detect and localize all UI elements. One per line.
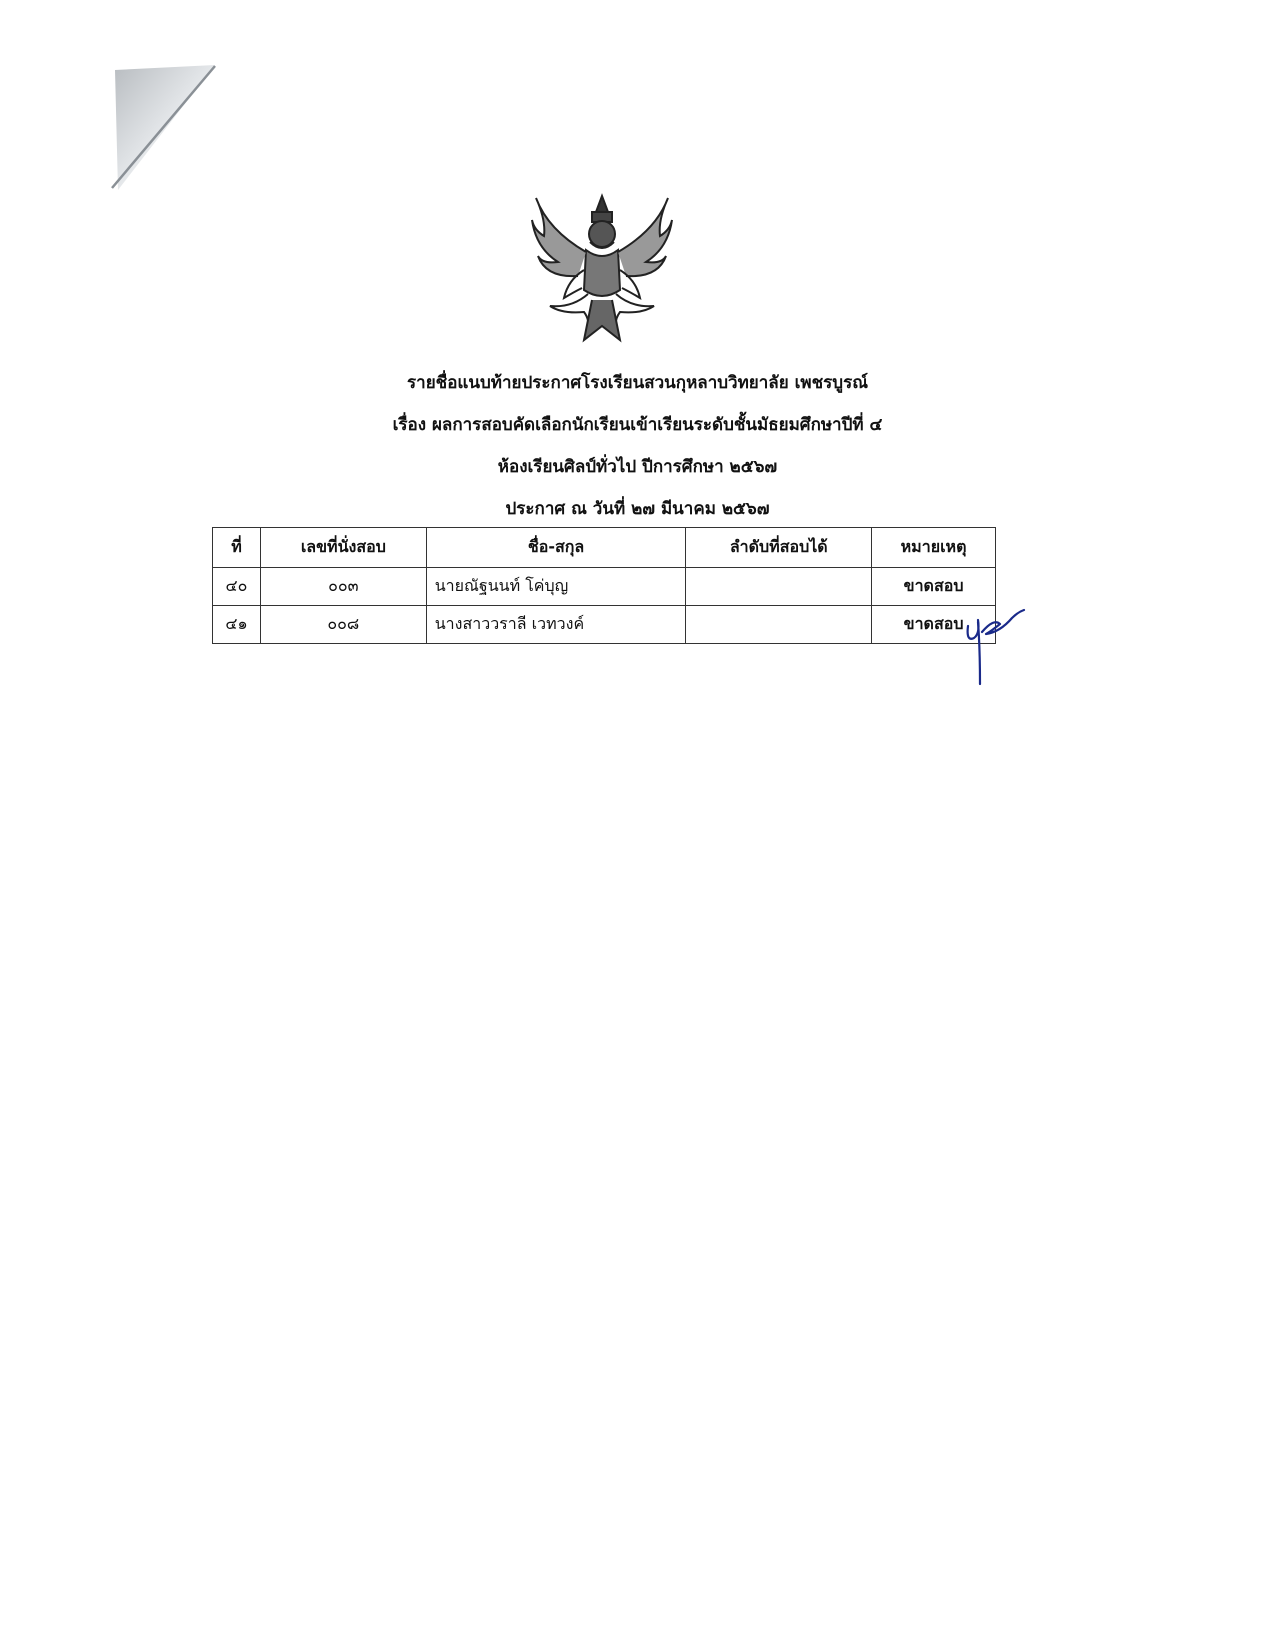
row-seat: ๐๐๓ [260, 568, 426, 606]
table-row [213, 568, 996, 606]
row-no: ๔๑ [213, 606, 261, 644]
header-seat: เลขที่นั่งสอบ [260, 528, 426, 568]
folded-corner-shadow [0, 0, 240, 210]
table-row [213, 606, 996, 644]
garuda-emblem-icon [528, 190, 676, 348]
row-no: ๔๐ [213, 568, 261, 606]
row-remark: ขาดสอบ [872, 568, 996, 606]
row-seat: ๐๐๘ [260, 606, 426, 644]
row-rank [686, 568, 872, 606]
handwritten-signature-icon [960, 608, 1030, 688]
announcement-program: ห้องเรียนศิลป์ทั่วไป ปีการศึกษา ๒๕๖๗ [497, 457, 778, 477]
announcement-subject: เรื่อง ผลการสอบคัดเลือกนักเรียนเข้าเรียนระดับชั้นมัธยมศึกษาปีที่ ๔ [392, 415, 883, 435]
announcement-title: รายชื่อแนบท้ายประกาศโรงเรียนสวนกุหลาบวิทยาลัย เพชรบูรณ์ [407, 373, 868, 393]
header-no: ที่ [213, 528, 261, 568]
header-rank: ลำดับที่สอบได้ [686, 528, 872, 568]
header-name: ชื่อ-สกุล [426, 528, 686, 568]
row-name: นางสาววราลี เวทวงค์ [426, 606, 686, 644]
announcement-date: ประกาศ ณ วันที่ ๒๗ มีนาคม ๒๕๖๗ [505, 499, 770, 519]
row-rank [686, 606, 872, 644]
table-header-row [213, 528, 996, 568]
results-table [212, 527, 996, 644]
header-remark: หมายเหตุ [872, 528, 996, 568]
row-remark: ขาดสอบ [872, 606, 996, 644]
row-name: นายณัฐนนท์ โค่บุญ [426, 568, 686, 606]
